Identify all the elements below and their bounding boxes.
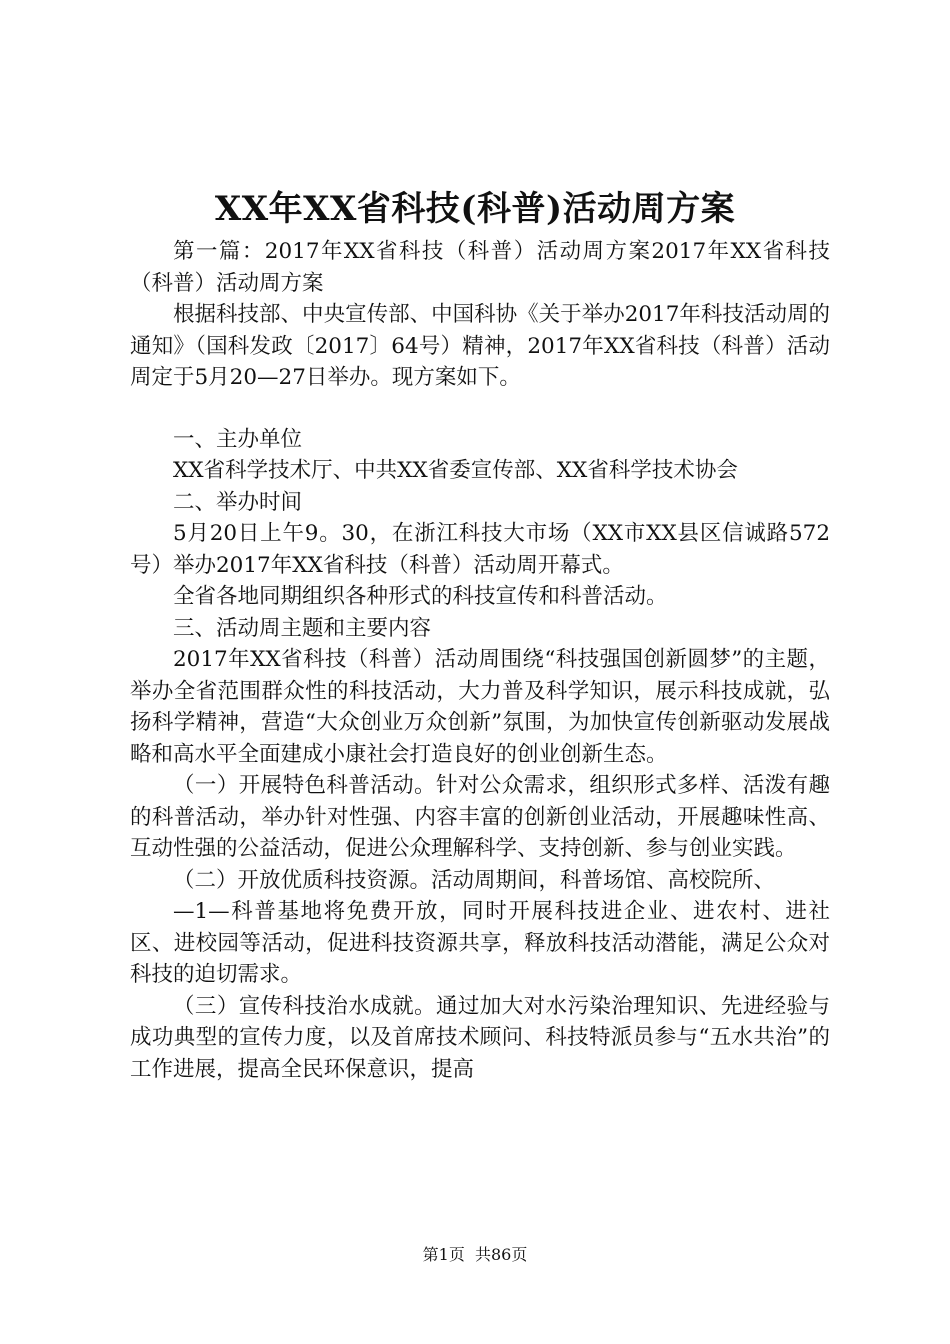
paragraph: 全省各地同期组织各种形式的科技宣传和科普活动。 <box>173 584 668 609</box>
paragraph: （一）开展特色科普活动。针对公众需求，组织形式多样、活泼有趣的科普活动，举办针对性强、内容丰富的创新创业活动，开展趣味性高、互动性强的公益活动，促进公众理解科学、支持创新、参与创业实践。 <box>130 773 830 861</box>
paragraph: 根据科技部、中央宣传部、中国科协《关于举办2017年科技活动周的通知》（国科发政〔2017〕64号）精神，2017年XX省科技（科普）活动周定于5月20—27日举办。现方案如下。 <box>130 302 830 390</box>
document-title: XX年XX省科技(科普)活动周方案 <box>214 189 736 229</box>
paragraph: —1—科普基地将免费开放，同时开展科技进企业、进农村、进社区、进校园等活动，促进科技资源共享，释放科技活动潜能，满足公众对科技的迫切需求。 <box>130 899 830 987</box>
paragraph: 2017年XX省科技（科普）活动周围绕“科技强国创新圆梦”的主题，举办全省范围群众性的科技活动，大力普及科学知识，展示科技成就，弘扬科学精神，营造“大众创业万众创新”氛围，为加快宣传创新驱动发展战略和高水平全面建成小康社会打造良好的创业创新生态。 <box>130 647 830 767</box>
section-heading: 一、主办单位 <box>173 426 303 452</box>
paragraph: XX省科学技术厅、中共XX省委宣传部、XX省科学技术协会 <box>173 458 738 483</box>
paragraph: （二）开放优质科技资源。活动周期间，科普场馆、高校院所、 <box>173 867 776 893</box>
page-footer: 第1页 共86页 <box>422 1245 528 1264</box>
paragraph: 5月20日上午9。30，在浙江科技大市场（XX市XX县区信诚路572号）举办2017年XX省科技（科普）活动周开幕式。 <box>130 521 830 578</box>
section-heading: 三、活动周主题和主要内容 <box>173 615 432 641</box>
paragraph: 第一篇：2017年XX省科技（科普）活动周方案2017年XX省科技（科普）活动周方案 <box>130 239 830 296</box>
document-body <box>130 236 830 1085</box>
section-heading: 二、举办时间 <box>173 489 303 515</box>
paragraph: （三）宣传科技治水成就。通过加大对水污染治理知识、先进经验与成功典型的宣传力度，以及首席技术顾问、科技特派员参与“五水共治”的工作进展，提高全民环保意识，提高 <box>130 993 830 1082</box>
